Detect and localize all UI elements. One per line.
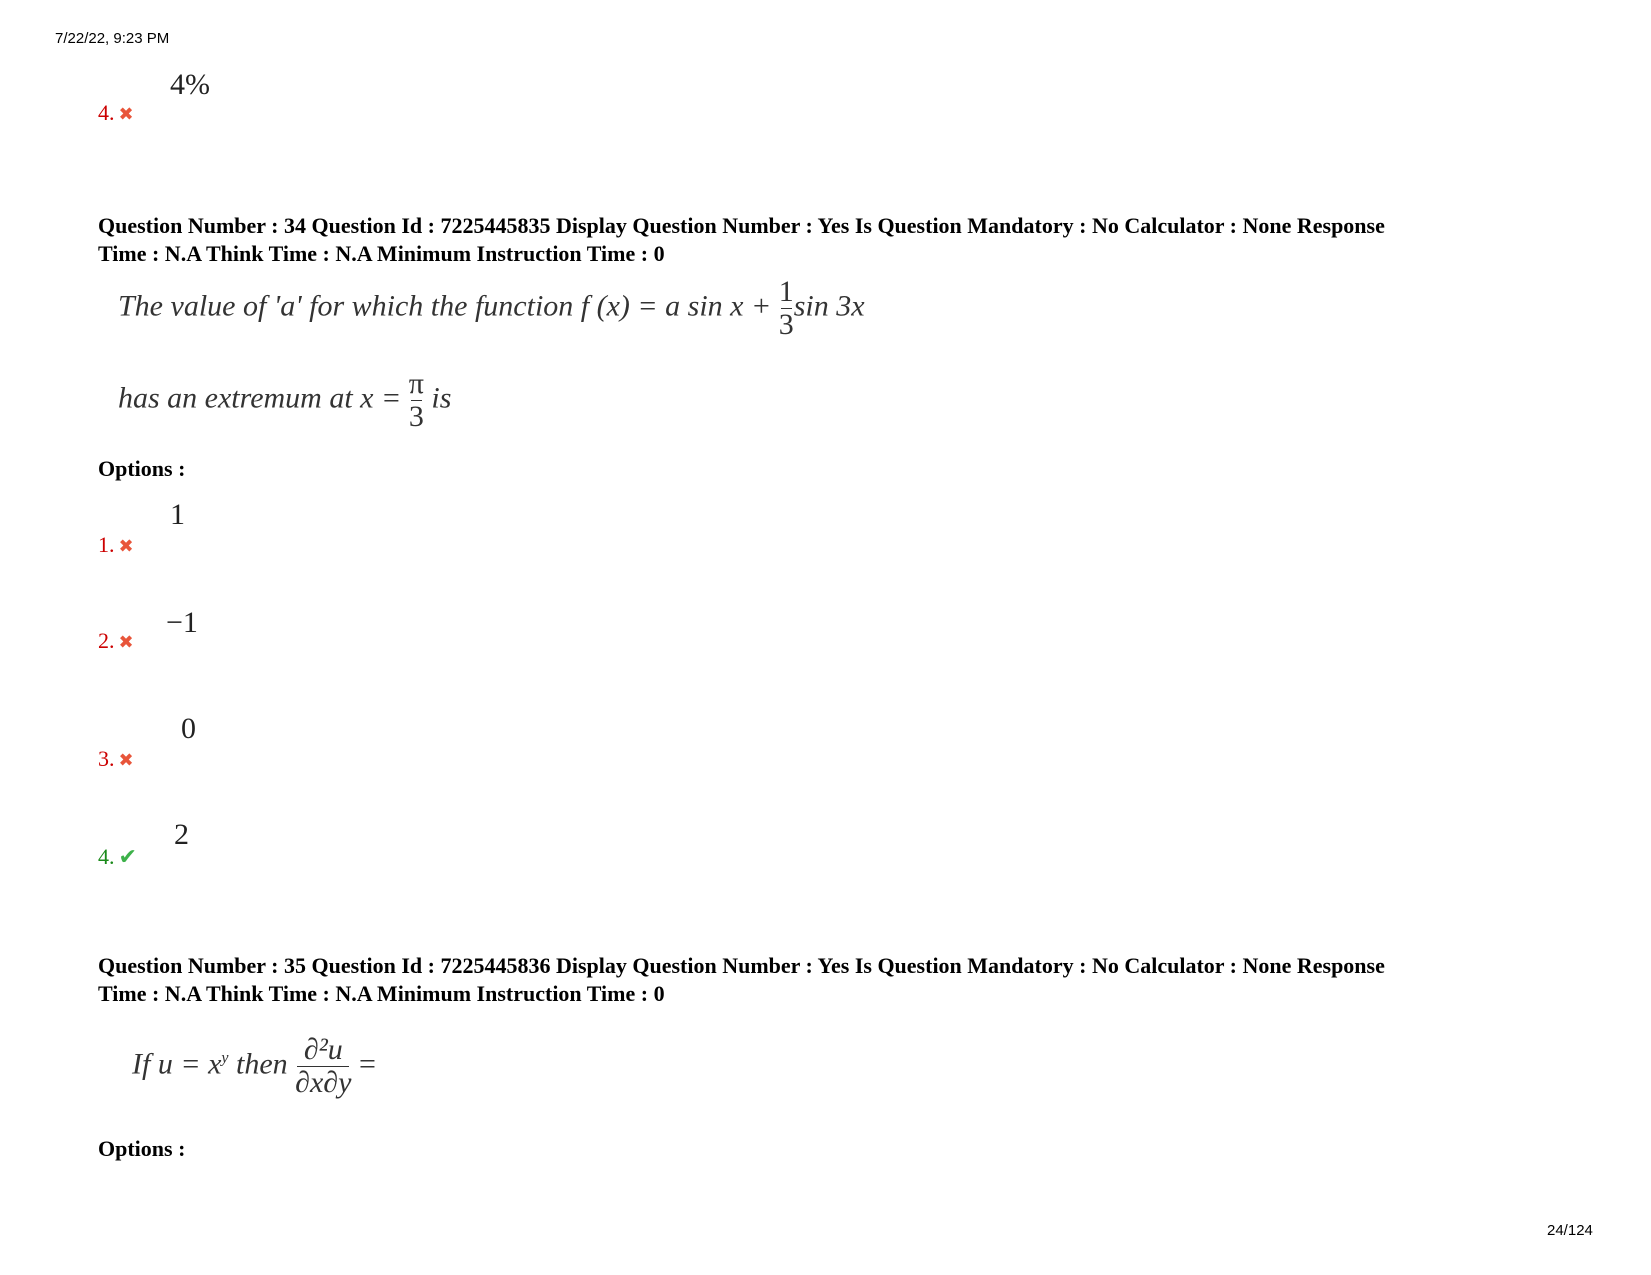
options-label: Options : xyxy=(98,1136,186,1161)
option-number: 4. xyxy=(98,844,115,869)
fraction xyxy=(409,368,424,433)
option-value: 4% xyxy=(170,68,210,101)
check-icon: ✔ xyxy=(118,845,137,870)
stem-tail: sin 3x xyxy=(793,289,865,323)
print-timestamp: 7/22/22, 9:23 PM xyxy=(55,30,170,47)
option-value: 2 xyxy=(174,818,189,851)
option-number: 3. xyxy=(98,746,115,771)
option-value: −1 xyxy=(166,606,198,639)
denominator: 3 xyxy=(778,308,794,341)
stem-text: has an extremum at x = xyxy=(118,381,409,415)
numerator: π xyxy=(408,367,424,400)
option-number: 4. xyxy=(98,100,115,125)
numerator: 1 xyxy=(778,275,794,308)
numerator: ∂²u xyxy=(303,1033,343,1066)
stem-text: If u = x xyxy=(132,1047,222,1081)
cross-icon: ✖ xyxy=(118,632,134,653)
meta-line-1: Question Number : 34 Question Id : 7225445835 Display Question Number : Yes Is Question Mandatory : No Calculator : None Response xyxy=(98,213,1385,238)
fraction xyxy=(295,1034,351,1099)
option-1 xyxy=(98,532,134,558)
prev-option-4 xyxy=(98,100,134,126)
meta-line-1: Question Number : 35 Question Id : 7225445836 Display Question Number : Yes Is Question Mandatory : No Calculator : None Response xyxy=(98,953,1385,978)
meta-line-2: Time : N.A Think Time : N.A Minimum Instruction Time : 0 xyxy=(98,241,665,266)
option-3 xyxy=(98,746,134,772)
fraction xyxy=(779,276,794,341)
option-number: 2. xyxy=(98,628,115,653)
stem-text: The value of 'a' for which the function f (x) = a sin x + xyxy=(118,289,779,323)
question-34-stem-line2 xyxy=(118,368,451,433)
exponent: y xyxy=(221,1049,229,1067)
stem-tail: is xyxy=(423,381,452,415)
cross-icon: ✖ xyxy=(118,104,134,125)
meta-line-2: Time : N.A Think Time : N.A Minimum Instruction Time : 0 xyxy=(98,981,665,1006)
option-4 xyxy=(98,844,137,870)
option-value: 1 xyxy=(170,498,185,531)
option-value: 0 xyxy=(181,712,196,745)
cross-icon: ✖ xyxy=(118,536,134,557)
option-number: 1. xyxy=(98,532,115,557)
question-35-meta xyxy=(98,952,1598,1008)
question-35-stem xyxy=(132,1034,376,1099)
denominator: ∂x∂y xyxy=(295,1066,352,1099)
cross-icon: ✖ xyxy=(118,750,134,771)
denominator: 3 xyxy=(408,400,424,433)
stem-tail: = xyxy=(351,1047,376,1081)
options-label: Options : xyxy=(98,456,186,481)
option-2 xyxy=(98,628,134,654)
question-34-stem-line1 xyxy=(118,276,865,341)
question-34-meta xyxy=(98,212,1598,268)
stem-mid: then xyxy=(228,1047,296,1081)
page-number: 24/124 xyxy=(1547,1222,1593,1239)
